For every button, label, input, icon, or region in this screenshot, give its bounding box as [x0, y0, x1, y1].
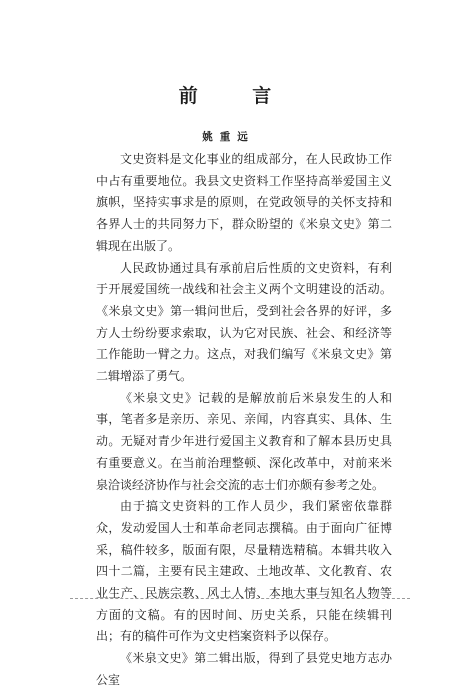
paragraph: 《米泉文史》第二辑出版，得到了县党史地方志办公室: [96, 651, 392, 687]
author-name: 姚重远: [202, 131, 255, 143]
page-divider: [70, 598, 410, 599]
paragraph: 人民政协通过具有承前启后性质的文史资料，有利于开展爱国统一战线和社会主义两个文明建设的活动。《米泉文史》第一辑问世后，受到社会各界的好评，多方人士纷纷要求索取，认为它对民族、社会、和经济等工作能助一臂之力。这点，对我们编写《米泉文史》第二辑增添了勇气。: [96, 260, 392, 384]
paragraph: 文史资料是文化事业的组成部分，在人民政协工作中占有重要地位。我县文史资料工作坚持高举爱国主义旗帜，坚持实事求是的原则，在党政领导的关怀支持和各界人士的共同努力下，群众盼望的《米泉文史》第二辑现在出版了。: [96, 152, 392, 253]
page-title: 前 言: [178, 85, 296, 107]
paragraph: 由于搞文史资料的工作人员少，我们紧密依靠群众，发动爱国人士和革命老同志撰稿。由于面向广征博采，稿件较多，版面有限，尽量精选精稿。本辑共收入四十二篇，主要有民主建政、土地改革、文化教育、农业生产、民族宗教、风土人情、本地大事与知名人物等方面的文稿。有的因时间、历史关系，只能在续辑刊出；有的稿件可作为文史档案资料予以保存。: [96, 499, 392, 644]
paragraph: 《米泉文史》记载的是解放前后米泉发生的人和事，笔者多是亲历、亲见、亲闻，内容真实、具体、生动。无疑对青少年进行爱国主义教育和了解本县历史具有重要意义。在当前治理整顿、深化改革中，对前来米泉洽谈经济协作与社会交流的志士们亦颇有参考之处。: [96, 390, 392, 492]
body-text: [96, 149, 392, 692]
